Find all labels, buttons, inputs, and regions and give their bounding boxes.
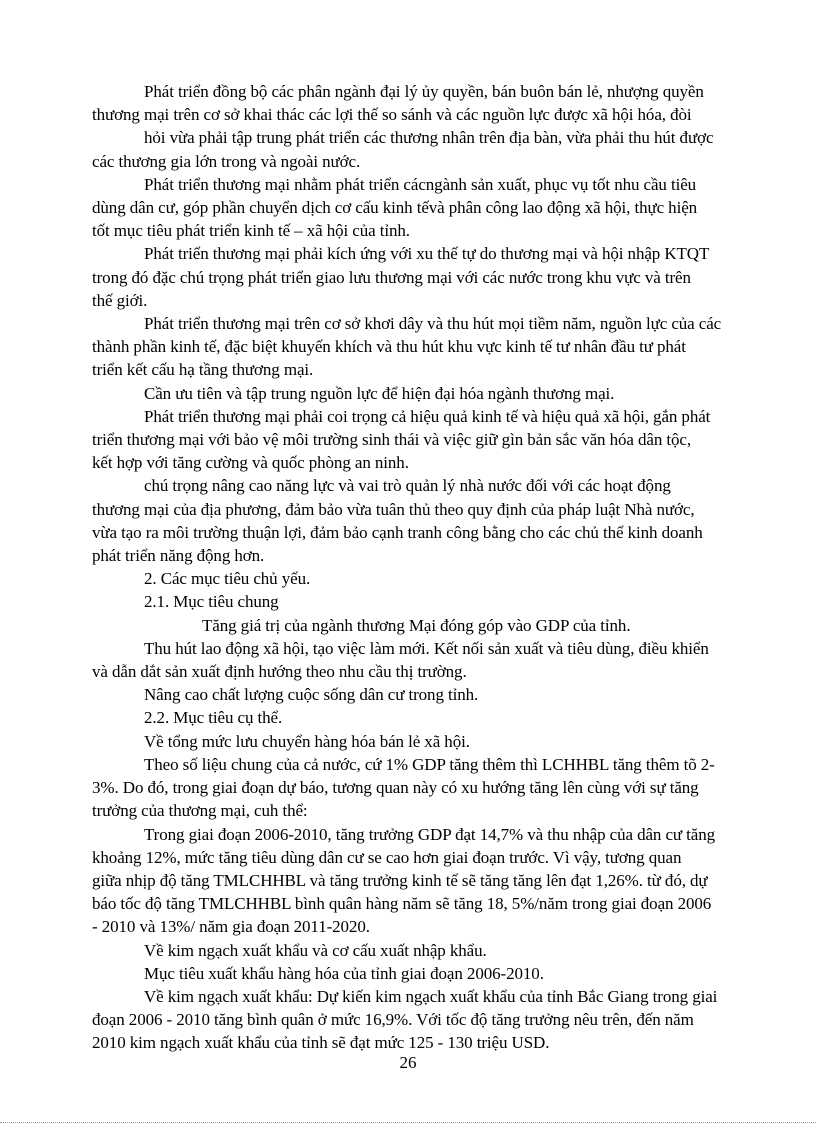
text-line: phát triển năng động hơn. xyxy=(92,546,265,566)
paragraph xyxy=(92,567,752,590)
text-line: - 2010 và 13%/ năm gia đoạn 2011-2020. xyxy=(92,917,370,937)
paragraph xyxy=(92,242,752,312)
text-line: dùng dân cư, góp phần chuyển dịch cơ cấu kinh tếvà phân công lao động xã hội, thực hiện xyxy=(92,198,698,218)
paragraph xyxy=(92,683,752,706)
text-line: khoảng 12%, mức tăng tiêu dùng dân cư se cao hơn giai đoạn trước. Vì vậy, tương quan xyxy=(92,847,682,867)
text-line: Phát triển thương mại phải coi trọng cả hiệu quả kinh tế và hiệu quả xã hội, gắn phát xyxy=(144,406,711,426)
text-line: đoạn 2006 - 2010 tăng bình quân ở mức 16,9%. Với tốc độ tăng trưởng nêu trên, đến năm xyxy=(92,1010,694,1030)
text-line: hỏi vừa phải tập trung phát triển các thương nhân trên địa bàn, vừa phải thu hút được xyxy=(144,128,714,148)
text-line: thành phần kinh tế, đặc biệt khuyến khích và thu hút khu vực kinh tế tư nhân đầu tư phát xyxy=(92,337,686,357)
text-line: chú trọng nâng cao năng lực và vai trò quản lý nhà nước đối với các hoạt động xyxy=(144,476,671,496)
paragraph xyxy=(92,382,752,405)
text-line: Mục tiêu xuất khẩu hàng hóa của tỉnh giai đoạn 2006-2010. xyxy=(144,963,544,983)
paragraph xyxy=(92,474,752,567)
text-line: tốt mục tiêu phát triển kinh tế – xã hội của tỉnh. xyxy=(92,221,410,241)
text-line: Cần ưu tiên và tập trung nguồn lực để hiện đại hóa ngành thương mại. xyxy=(144,383,615,403)
text-line: 2.1. Mục tiêu chung xyxy=(144,592,279,612)
text-line: 2. Các mục tiêu chủ yếu. xyxy=(144,569,311,589)
paragraph xyxy=(92,614,752,637)
paragraph xyxy=(92,706,752,729)
text-line: Thu hút lao động xã hội, tạo việc làm mới. Kết nối sản xuất và tiêu dùng, điều khiển xyxy=(144,638,709,658)
text-line: trưởng của thương mại, cuh thể: xyxy=(92,801,308,821)
text-line: Tăng giá trị của ngành thương Mại đóng góp vào GDP của tỉnh. xyxy=(202,615,631,635)
paragraph xyxy=(92,405,752,475)
paragraph xyxy=(92,939,752,962)
text-line: thương mại trên cơ sở khai thác các lợi thế so sánh và các nguồn lực được xã hội hóa, đòi xyxy=(92,105,692,125)
text-line: giữa nhịp độ tăng TMLCHHBL và tăng trưởng kinh tế sẽ tăng tăng lên đạt 1,26%. từ đó, dự xyxy=(92,870,708,890)
text-line: Phát triển đồng bộ các phân ngành đại lý ủy quyền, bán buôn bán lẻ, nhượng quyền xyxy=(144,82,704,101)
paragraph xyxy=(92,730,752,753)
paragraph xyxy=(92,985,752,1055)
text-line: Trong giai đoạn 2006-2010, tăng trưởng GDP đạt 14,7% và thu nhập của dân cư tăng xyxy=(144,824,716,844)
text-line: triển thương mại với bảo vệ môi trường sinh thái và việc giữ gìn bản sắc văn hóa dân tộc, xyxy=(92,430,692,450)
paragraph xyxy=(92,637,752,683)
text-line: Phát triển thương mại phải kích ứng với xu thế tự do thương mại và hội nhập KTQT xyxy=(144,244,710,264)
text-line: vừa tạo ra môi trường thuận lợi, đảm bảo cạnh tranh công bằng cho các chủ thể kinh doanh xyxy=(92,522,703,542)
text-line: báo tốc độ tăng TMLCHHBL bình quân hàng năm sẽ tăng 18, 5%/năm trong giai đoạn 2006 xyxy=(92,894,712,914)
page-number: 26 xyxy=(399,1053,417,1072)
text-line: Phát triển thương mại trên cơ sở khơi dây và thu hút mọi tiềm năm, nguồn lực của các xyxy=(144,314,722,334)
paragraph xyxy=(92,823,752,939)
text-line: trong đó đặc chú trọng phát triển giao lưu thương mại với các nước trong khu vực và trên xyxy=(92,267,691,287)
text-line: 2.2. Mục tiêu cụ thể. xyxy=(144,708,283,728)
text-line: kết hợp với tăng cường và quốc phòng an ninh. xyxy=(92,453,409,473)
paragraph xyxy=(92,80,752,126)
text-line: Về kim ngạch xuất khẩu và cơ cấu xuất nhập khẩu. xyxy=(144,940,487,960)
paragraph xyxy=(92,173,752,243)
paragraph xyxy=(92,753,752,823)
text-line: Phát triển thương mại nhằm phát triển cácngành sản xuất, phục vụ tốt nhu cầu tiêu xyxy=(144,174,697,194)
text-line: các thương gia lớn trong và ngoài nước. xyxy=(92,151,361,171)
text-line: 3%. Do đó, trong giai đoạn dự báo, tương quan này có xu hướng tăng lên cùng với sự tăng xyxy=(92,778,699,798)
paragraph xyxy=(92,312,752,382)
text-line: Nâng cao chất lượng cuộc sống dân cư trong tỉnh. xyxy=(144,685,479,705)
text-line: thương mại của địa phương, đảm bảo vừa tuân thủ theo quy định của pháp luật Nhà nước, xyxy=(92,499,695,519)
text-line: triển kết cấu hạ tầng thương mại. xyxy=(92,360,314,380)
text-line: Về kim ngạch xuất khẩu: Dự kiến kim ngạch xuất khẩu của tỉnh Bắc Giang trong giai xyxy=(144,986,718,1006)
paragraph xyxy=(92,126,752,172)
text-line: Về tổng mức lưu chuyển hàng hóa bán lẻ xã hội. xyxy=(144,731,470,751)
text-line: Theo số liệu chung của cả nước, cứ 1% GDP tăng thêm thì LCHHBL tăng thêm tõ 2- xyxy=(144,754,715,774)
text-line: thế giới. xyxy=(92,290,148,310)
paragraph xyxy=(92,962,752,985)
paragraph xyxy=(92,590,752,613)
text-line: 2010 kim ngạch xuất khẩu của tỉnh sẽ đạt mức 125 - 130 triệu USD. xyxy=(92,1033,550,1053)
document-body xyxy=(92,80,752,1055)
text-line: và dẫn dắt sản xuất định hướng theo nhu cầu thị trường. xyxy=(92,662,467,682)
